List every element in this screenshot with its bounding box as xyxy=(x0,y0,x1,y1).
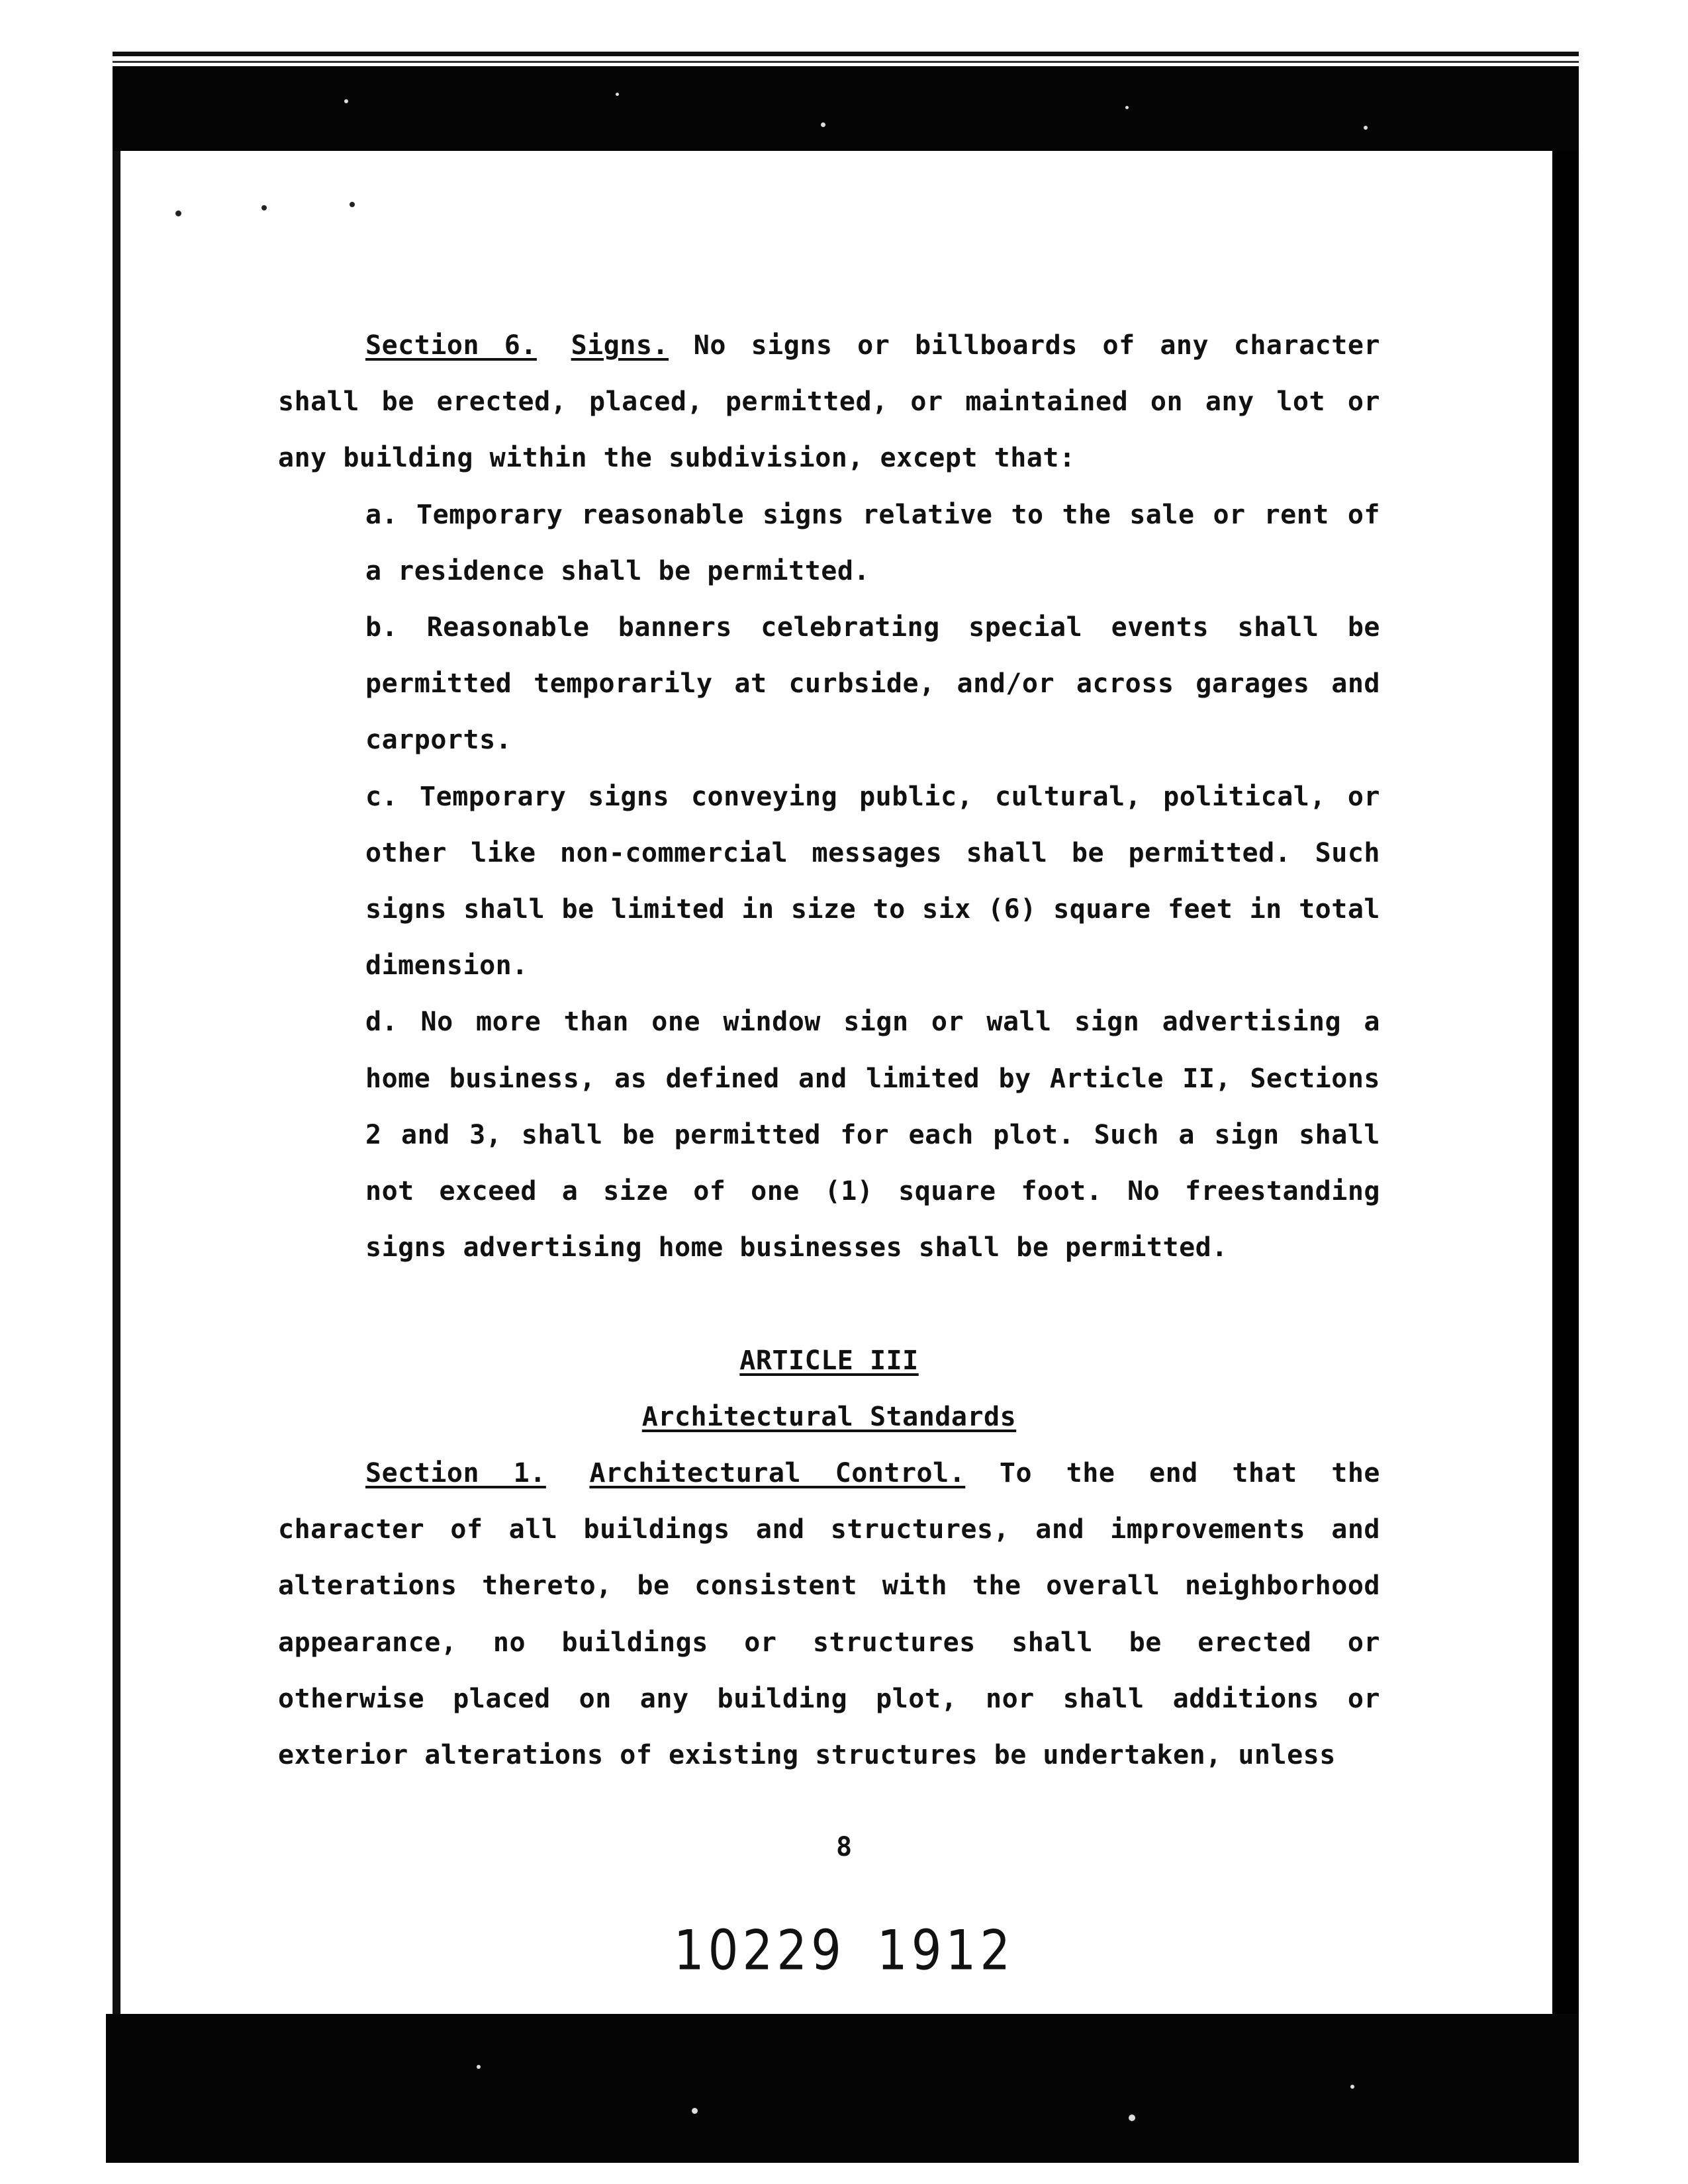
section-6-item-d: d. No more than one window sign or wall sign advertising a home business, as defined and limited by Article II, Sections 2 and 3, shall be permitted for each plot. Such a sign shall not exceed a size of one (1) square foot. No freestanding signs advertising home businesses shall be permitted. xyxy=(365,1007,1380,1263)
scan-speck xyxy=(616,93,619,96)
scan-speck xyxy=(821,122,825,127)
scan-border-top-line xyxy=(113,52,1579,56)
page-number: 8 xyxy=(835,1832,853,1862)
scan-speck xyxy=(1350,2085,1354,2089)
section-1-text: To the end that the character of all buildings and structures, and improvements and alterations thereto, be consistent with the overall neighborhood appearance, no buildings or structures shall be erected or otherwise placed on any building plot, nor shall additions or exterior alterations of existing structures be undertaken, unless xyxy=(278,1458,1381,1771)
section-6-item-b: b. Reasonable banners celebrating special events shall be permitted temporarily at curbside, and/or across garages and carports. xyxy=(365,612,1380,756)
scan-speck xyxy=(1125,106,1129,109)
stamp-book: 10229 xyxy=(673,1918,845,1983)
section-6-item-c: c. Temporary signs conveying public, cultural, political, or other like non-commercial messages shall be permitted. Such signs shall be limited in size to six (6) square feet in total dimension. xyxy=(365,781,1380,981)
spacer xyxy=(278,1276,1380,1332)
article-heading xyxy=(278,1333,1380,1389)
scan-border-right xyxy=(1552,151,1579,2014)
scan-speck xyxy=(1364,126,1368,130)
scan-border-top xyxy=(113,66,1579,151)
article-subheading-text: Architectural Standards xyxy=(641,1401,1017,1432)
scan-speck xyxy=(1129,2115,1135,2121)
scan-speck xyxy=(350,202,355,207)
recording-stamp xyxy=(0,1919,1688,1983)
scan-speck xyxy=(175,210,181,216)
section-1-title: Architectural Control. xyxy=(589,1458,966,1489)
article-heading-text: ARTICLE III xyxy=(739,1345,919,1376)
article-subheading xyxy=(278,1389,1380,1445)
scan-speck xyxy=(261,205,267,210)
section-6-heading: Section 6. xyxy=(365,330,537,361)
document-body xyxy=(278,318,1380,1784)
section-6-title: Signs. xyxy=(571,330,669,361)
section-6-intro xyxy=(278,318,1380,487)
section-1-heading: Section 1. xyxy=(365,1458,546,1489)
stamp-page: 1912 xyxy=(876,1918,1015,1983)
section-6-intro-text: No signs or billboards of any character shall be erected, placed, permitted, or maintained on any lot or any building within the subdivision, except that: xyxy=(278,330,1380,474)
scan-speck xyxy=(344,99,348,103)
section-1-paragraph xyxy=(278,1445,1380,1784)
scan-border-left xyxy=(113,151,120,2014)
scan-speck xyxy=(692,2108,698,2114)
scan-speck xyxy=(477,2065,481,2069)
section-6-item-a: a. Temporary reasonable signs relative to the sale or rent of a residence shall be permitted. xyxy=(365,499,1380,586)
scan-border-top-line-2 xyxy=(113,61,1579,63)
scan-border-bottom xyxy=(106,2014,1579,2163)
